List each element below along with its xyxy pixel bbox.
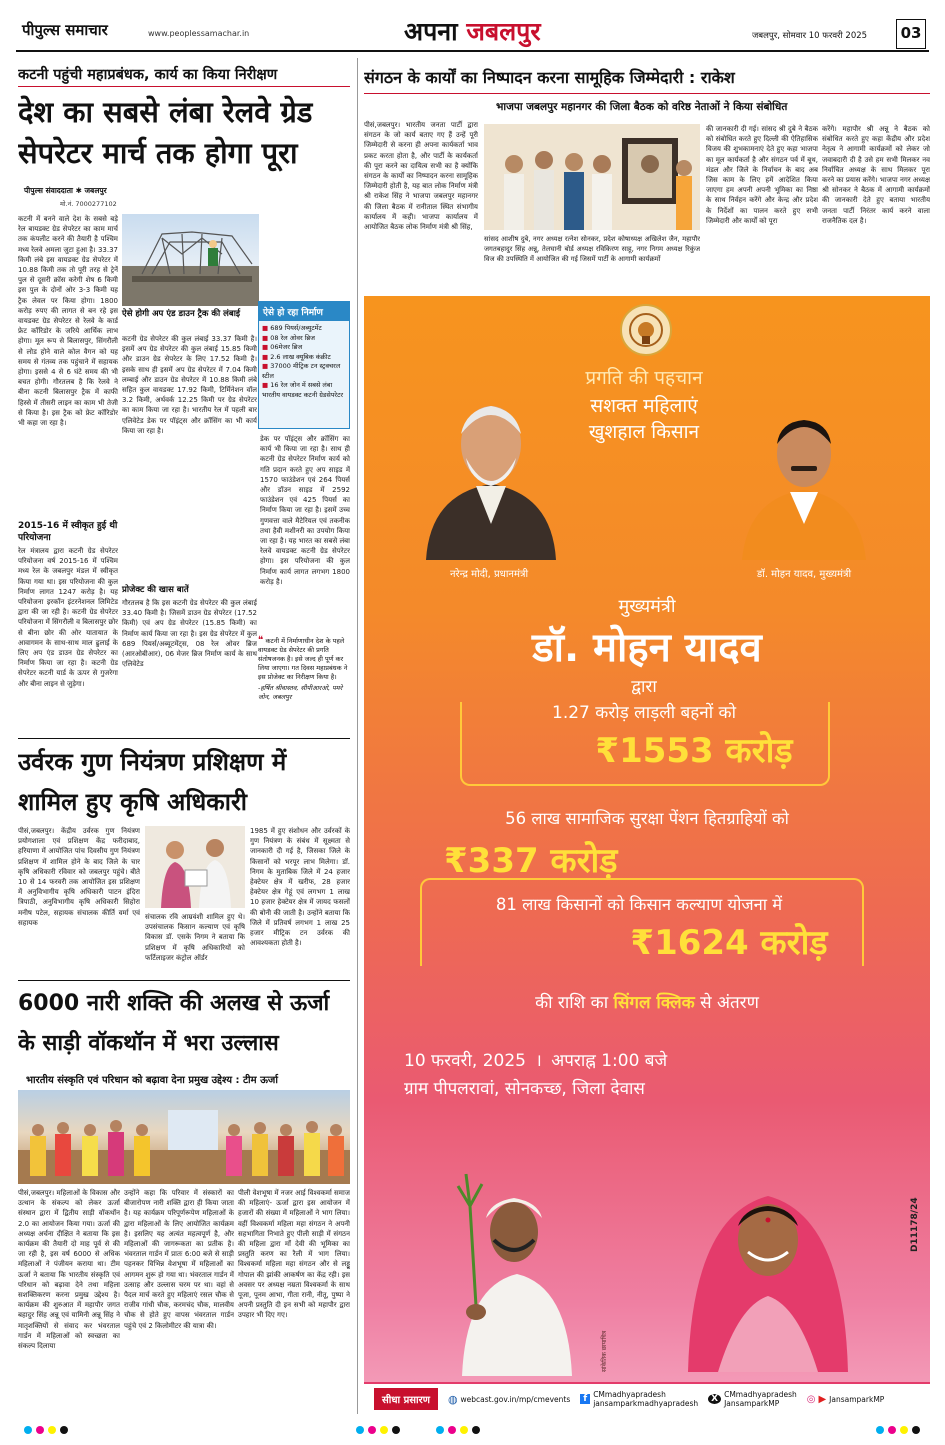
story3-headline: 6000 नारी शक्ति की अलख से ऊर्जा के साड़ी वॉकथॉन में भरा उल्लास [18, 991, 330, 1056]
story1-col1b: रेल मंत्रालय द्वारा कटनी ग्रेड सेपरेटर परियोजना वर्ष 2015-16 में पश्चिम मध्य रेल के जबलपुर मंडल में स्वीकृत किया गया था। इस परियोजना की कुल निर्माण लागत 1247 करोड़ है। यह परियोजना इरकॉन इंटरनेशनल लिमिटेड द्वारा की जा रही है। कटनी ग्रेड सेपरेटर परियोजना में सिंगरौली व बिलासपुर छोर से बीना छोर की ओर यातायात के आवागमन के साथ-साथ माल ढुलाई के लिए अप एंड डाउन ग्रेड सेपरेटर का निर्माण किया जा रहा है। कटनी ग्रेड सेपरेटर कटनी यार्ड के ऊपर से गुजरेगा और बीना लाइन से जुड़ेगा। [18, 547, 118, 688]
cm-title: मुख्यमंत्री [618, 596, 676, 617]
construction-box [258, 301, 350, 429]
quote-icon: ❝ [258, 635, 264, 646]
ad-footer [364, 1382, 930, 1414]
transfer-line [404, 990, 890, 1013]
event-date: 10 फरवरी, 2025 [404, 1051, 526, 1071]
box-item: ■ 2.6 लाख क्यूबिक कंक्रीट [262, 352, 331, 361]
box-item: ■ 06मेजर ब्रिज [262, 343, 303, 351]
story2-col2: संचालक रवि आम्रवंशी शामिल हुए थे। उपसंचालक किसान कल्याण एवं कृषि विकास डॉ. एसके निगम ने बताया कि प्रशिक्षण में कृषि अधिकारियों को फर्टिलाइजर कंट्रोल ऑर्डर [145, 913, 245, 962]
registration-marks [0, 1420, 945, 1440]
bjp-meeting-photo [484, 124, 700, 230]
event-time: अपराह्न 1:00 बजे [551, 1051, 668, 1071]
dateline: जबलपुर, सोमवार 10 फरवरी 2025 [752, 31, 868, 41]
amount-3: ₹1624 करोड़ [630, 923, 828, 963]
webcast-url[interactable]: webcast.gov.in/mp/cmevents [460, 1394, 571, 1404]
box-item: ■ 16 रेल जोन में सबसे लंबा भारतीय वायडक्ट कटनी ग्रेडसेपरेटर [262, 381, 344, 399]
story1-kicker: कटनी पहुंची महाप्रबंधक, कार्य का किया निरीक्षण [18, 67, 278, 83]
amount-1: ₹1553 करोड़ [595, 731, 793, 771]
box-item: ■ 08 रेल ओवर ब्रिज [262, 333, 315, 342]
story1-col2b: गौरतलब है कि इस कटनी ग्रेड सेपरेटर की कुल लंबाई 33.40 किमी है। जिसमें डाउन ग्रेड सेपरेटर (17.52 किमी) एवं अप ग्रेड सेपरेटर (15.85 किमी) का निर्माण कार्य किया जा रहा है। इस ग्रेड सेपरेटर में कुल 689 पियर्स/अब्यूटमेंट्स, 08 रेल ओवर ब्रिज (आरओबीआर), 06 मेजर ब्रिज निर्माण कार्य के साथ एलिवेटेड [122, 599, 257, 669]
box-item: ■ 37000 मीट्रिक टन स्ट्रक्चरल स्टील [262, 362, 341, 380]
section-title-b: जबलपुर [466, 17, 541, 46]
section-title-a: अपना [404, 17, 458, 46]
story1-byline [24, 186, 107, 196]
story3-col1: पीसं,जबलपुर। महिलाओं के विकास और उत्थान के संकल्प को लेकर ऊर्जा संस्थान द्वारा में द्वितीय साड़ी वॉकथॉन 2.0 का आयोजन किया गया। ऊर्जा की अध्यक्ष अर्चना दीक्षित ने बताया कि इस कार्यक्रम की तैयारी दो माह पूर्व से की जा रही है, इस वर्ष 6000 से अधिक महिलाओं ने पंजीयन कराया था। टीम ऊर्जा ने बताया कि भारतीय संस्कृति एवं परिधान को बढ़ावा देने तथा महिला सशक्तिकरण करना प्रमुख उद्देश्य है। कार्यक्रम की शुरुआत में महापौर जगत बहादुर सिंह अन्नू एवं यामिनी अन्नू सिंह ने मातृशक्तियों से संवाद कर भंवरताल गार्डन में महिलाओं को स्वच्छता का संकल्प दिलाया [18, 1189, 120, 1351]
facebook-handle-2[interactable]: jansamparkmadhyapradesh [593, 1399, 699, 1408]
ad-tagline-3: खुशहाल किसान [588, 421, 700, 443]
x-links[interactable] [708, 1390, 797, 1408]
ad-tagline-2: सशक्त महिलाएं [590, 395, 698, 417]
divider-2 [18, 980, 350, 981]
page-number: 03 [896, 19, 926, 49]
transfer-b: से अंतरण [700, 993, 759, 1013]
story2-col1: पीसं,जबलपुर। केंद्रीय उर्वरक गुण नियंत्रण प्रयोगशाला एवं प्रशिक्षण केंद्र फरीदाबाद, हरियाणा में आयोजित पांच दिवसीय गुण नियंत्रण प्रशिक्षण में शामिल होने के बाद जिले के चार कृषि अधिकारी रविवार को जबलपुर पहुंचे। बीते 10 से 14 फरवरी तक आयोजित इस प्रशिक्षण में अनुविभागीय कृषि अधिकारी पाटन इंदिरा त्रिपाठी, अनुविभागीय कृषि अधिकारी सिहोरा मनीष पटेल, सहायक संचालक कीर्ति वर्मा एवं सहायक [18, 827, 140, 927]
youtube-icon: ▶ [818, 1393, 827, 1405]
x-handle-2[interactable]: JansamparkMP [724, 1399, 780, 1408]
ad-by: द्वारा [631, 677, 657, 697]
amount-2: ₹337 करोड़ [444, 841, 618, 881]
bjp-headline-rule [364, 93, 930, 94]
story1-col3: डेक पर पॉइंट्स और क्रॉसिंग का कार्य भी किया जा रहा है। साथ ही कटनी ग्रेड सेपरेटर निर्माण कार्य को गति प्रदान करते हुए अप साइड में 1570 फाउंडेशन एवं 264 पियर्स और डॉउन साइड में 2592 फाउंडेशन एवं 425 पियर्स का निर्माण किया जा रहा है। इसमें उच्च गुणवत्ता वाले मैटेरियल एवं तकनीक तथा हैवी मशीनरी का उपयोग किया जा रहा है। यह भारत का सबसे लंबा रेलवे वायडक्ट कटनी ग्रेड सेपरेटर होगा। इस परियोजना की कुल निर्माण कार्य लागत लगभग 1800 करोड़ है। [260, 435, 350, 586]
story1-col1: कटनी में बनने वाले देश के सबसे बड़े रेल बायडक्ट ग्रेड सेपरेटर का काम मार्च तक कंपलीट करने की तैयारी है पश्चिम मध्य रेलवे अमला जुटा हुआ है। 33.37 किमी लंबे इस वायडक्ट ग्रेड सेपरेटर में 10.88 किमी तक तो पूरी तरह से ट्रेनें पुल से दूसरी क्रॉस करेगी शेष 6 किमी इस पुल के दोनों ओर 3-3 किमी यह ट्रैक लेवल पर किया होगा। 1800 करोड़ रुपए की लागत से बन रहे इस वायडक्ट ग्रेड सेपरेटर से रेलवे के कार्ड फ्रेट कॉरिडोर के जरिये आर्थिक लाभ होगा। मूल रूप से बिलासपुर, सिंगरौली से लोड होने वाले कोल वैगन को यह समय से गंतव्य तक पहुंचाने में सहायक होगा। इससे 4 से 6 घंटे समय की भी बचत होगी। गौरतलब है कि रेलवे ने बीना कटनी बिलासपुर ट्रैक में काफी हिस्से में तीसरी लाइन का काम भी तेजी से किया है। इस ट्रैक को फ्रेट कॉरिडोर भी कहा जा रहा है। [18, 215, 118, 428]
railway-photo [122, 214, 259, 306]
story1-col2-subhead: प्रोजेक्ट की खास बातें [122, 585, 189, 595]
story1-mobile: मो.नं. 7000277102 [60, 200, 117, 208]
social-handle[interactable]: JansamparkMP [829, 1394, 885, 1404]
pm-caption: नरेन्द्र मोदी, प्रधानमंत्री [449, 569, 529, 580]
x-handle-1[interactable]: CMmadhyapradesh [724, 1390, 797, 1399]
quote-attribution: -हर्षित श्रीवास्तव, सीपीआरओ, पमरे जोन, जबलपुर [258, 684, 343, 701]
bjp-col4: करेंगे। महापौर श्री अन्नू ने बैठक को संबोधित करते हुए कहा केंद्रीय और प्रदेश नेतृत्व ने आगामी कार्यक्रमों को लेकर जो जवाबदारी दी है उसे हम सभी मिलकर नव निर्वाचित अध्यक्ष के साथ मिलकर पूरा करने का प्रयास करेंगे। भाजपा नगर अध्यक्ष श्री सोनकर ने बैठक में आगामी कार्यक्रमों की जानकारी देते हुए बताया भारतीय जनता पार्टी निरंतर कार्य करने वाला राजनैतिक दल है। [822, 125, 930, 225]
event-datetime [384, 1048, 784, 1071]
masthead-logo: पीपुल्स समाचार [22, 21, 108, 39]
story2-col3: 1985 में हुए संशोधन और उर्वरकों के गुण नियंत्रण के संबंध में सूक्ष्मता से जानकारी दी गई है, जिसका जिले के किसानों को भरपूर लाभ मिलेगा। डॉ. निगम के मुताबिक जिले में 24 हजार हेक्टेयर क्षेत्र में खरीफ, 28 हजार हेक्टेयर क्षेत्र गेहूं एवं लगभग 1 लाख 10 हजार हेक्टेयर क्षेत्र में जायद फसलों की बोनी की जाती है। उन्होंने बताया कि जिले में प्रतिवर्ष लगभग 1 लाख 25 हजार मीट्रिक टन उर्वरक की आवश्यकता होती है। [250, 827, 350, 948]
box-item: ■ 689 पियर्स/अब्युटमेंट [262, 324, 322, 332]
ad-code: D11178/24 [910, 1197, 920, 1252]
ad-tagline-1: प्रगति की पहचान [585, 367, 703, 389]
social-links[interactable] [807, 1394, 885, 1405]
story3-col2: उन्होंने कहा कि परिवार में संस्कारों का बीजारोपण नारी शक्ति द्वारा ही किया जाता है। यह कार्यक्रम परिपूर्णरूपेण महिलाओं के द्वारा महिलाओं के लिए आयोजित कार्यक्रम है। इसलिए यह अत्यंत महत्वपूर्ण है, और महिलाओं की जागरूकता का प्रतीक है। भंवरताल गार्डन में प्रातः 6:00 बजे से साड़ी पहनकर विभिन्न वेशभूषा में महिलाओं का आगमन शुरू हो गया था। भंवरताल गार्डन में उत्साह और उल्लास चरम पर था। वहां से पैदल मार्च करते हुए महिलाएं रसल चौक से राजीव गांधी चौक, करमचंद चौक, मालवीय चौक से होते हुए वापस भंवरताल गार्डन पहुंचे एवं 2 किलोमीटर की यात्रा की। [124, 1189, 234, 1330]
instagram-icon: ◎ [806, 1393, 816, 1405]
story3-deck: भारतीय संस्कृति एवं परिधान को बढ़ावा देना प्रमुख उद्देश्य : टीम ऊर्जा [26, 1075, 278, 1086]
cm-name: डॉ. मोहन यादव [532, 625, 762, 671]
story1-headline: देश का सबसे लंबा रेलवे ग्रेड सेपरेटर मार्च तक होगा पूरा [18, 95, 313, 170]
mp-emblem-icon [620, 304, 672, 356]
government-advert [364, 296, 930, 1414]
event-venue: ग्राम पीपलरावां, सोनकच्छ, जिला देवास [404, 1079, 645, 1099]
story1-col2: कटनी ग्रेड सेपरेटर की कुल लंबाई 33.37 किमी है। इसमें अप ग्रेड सेपरेटर की कुल लंबाई 15.85 किमी और डाउन ग्रेड सेपरेटर के लिए 17.52 किमी है। इसके साथ ही इसमें अप ग्रेड सेपरेटर में 7.04 किमी लम्बाई और डाउन ग्रेड सेपरेटर में 10.88 किमी लंबे सहित कुल वायडक्ट 17.92 किमी, टिर्मिनेशन वॉल 3.2 किमी, अर्थवर्क 12.25 किमी पर ग्रेड सेपरेटर का काम किया जा रहा है। भारतीय रेल में पहली बार एलिवेटेड डेक पर पॉइंट्स और क्रॉसिंग का भी कार्य किया जा रहा है। [122, 335, 257, 435]
walkathon-photo [18, 1090, 350, 1184]
cm-caption: डॉ. मोहन यादव, मुख्यमंत्री [756, 569, 852, 580]
construction-box-list [259, 321, 349, 403]
benefit-line-2: 56 लाख सामाजिक सुरक्षा पेंशन हितग्राहियों को [505, 809, 789, 828]
divider-1 [18, 738, 350, 739]
bjp-deck: भाजपा जबलपुर महानगर की जिला बैठक को वरिष्ठ नेताओं ने किया संबोधित [496, 101, 788, 113]
symbolic-photo-note: सांकेतिक छायाचित्र [601, 1330, 608, 1372]
bjp-col3: की जानकारी दी गई। सांसद श्री दुबे ने बैठक को संबोधित करते हुए दिल्ली की ऐतिहासिक विजय की शुभकामनाएं देते हुए कहा भाजपा का मूल कार्यकर्ता है और संगठन पर्व में बूथ, मंडल और जिले के निर्वाचन के बाद अब जिस काम के लिए हमें आदेशित किया जाएगा हम अपनी अपनी भूमिका का निष्ठा के साथ निर्वहन करेंगे और केन्द्र और प्रदेश के निर्देशों का पालन करते हुए सभी जिम्मेदारी और कार्यों को पूरा [706, 125, 818, 225]
event-sep: । [535, 1051, 542, 1071]
transfer-highlight: सिंगल क्लिक [613, 993, 695, 1013]
globe-icon: ◍ [447, 1392, 458, 1406]
farmer-figure [442, 1166, 592, 1376]
byline-name: पीपुल्स संवाददाता [24, 186, 73, 195]
quote-text: कटनी में निर्माणाधीन देश के पहले वायडक्ट ग्रेड सेपरेटर की प्रगति संतोषजनक है। इसे जल्द ही पूर्ण कर लिया जाएगा। गत दिवस महाप्रबंधक ने इस प्रोजेक्ट का निरीक्षण किया है। [258, 637, 348, 681]
story1-col1-subhead: 2015-16 में स्वीकृत हुई थी परियोजना [18, 521, 118, 543]
facebook-icon: f [580, 1394, 590, 1404]
byline-place: जबलपुर [84, 186, 107, 195]
story2-headline: उर्वरक गुण नियंत्रण प्रशिक्षण में शामिल हुए कृषि अधिकारी [18, 748, 287, 816]
benefit-line-3: 81 लाख किसानों को किसान कल्याण योजना में [495, 895, 783, 914]
transfer-a: की राशि का [535, 993, 609, 1013]
masthead-url[interactable]: www.peoplessamachar.in [148, 29, 250, 38]
cm-portrait [734, 392, 874, 560]
facebook-handle-1[interactable]: CMmadhyapradesh [593, 1390, 666, 1399]
x-icon: X [708, 1394, 721, 1404]
woman-figure [668, 1156, 868, 1372]
bjp-headline: संगठन के कार्यों का निष्पादन करना सामूहिक जिम्मेदारी : राकेश [364, 68, 735, 87]
photo-caption: ऐसे होगी अप एंड डाउन ट्रैक की लंबाई [122, 309, 241, 319]
construction-box-title: ऐसे हो रहा निर्माण [259, 302, 349, 321]
byline-sep: ✱ [75, 186, 82, 195]
webcast-link[interactable] [448, 1393, 570, 1406]
bjp-col1: पीसं,जबलपुर। भारतीय जनता पार्टी द्वारा संगठन के जो कार्य बताए गए हैं उन्हें पूरी जिम्मेदारी से करना ही अपना कार्यकर्ता भाव प्रकट करता होता है, और पार्टी के कार्यकर्ता की पूरा करने का दायित्व सभी का है क्योंकि संगठन के कार्यों का निष्पादन करना सामूहिक जिम्मेदारी होती है, यह बात लोक निर्माण मंत्री श्री राकेश सिंह ने भाजपा जबलपुर महानगर की जिला बैठक में रानीताल स्थित संभागीय कार्यालय में कही। भाजपा कार्यालय में आयोजित बैठक लोक निर्माण मंत्री श्री सिंह, [364, 121, 478, 232]
story3-col3: पीली वेशभूषा में नजर आई विश्वकर्मा समाज की महिलाएं- ऊर्जा द्वारा इस आयोजन में हजारों की संख्या में महिलाओं ने भाग लिया। वहीं विश्वकर्मा महिला महा संगठन ने अपनी सहभागिता निभाते हुए पीली साड़ी में संगठन की महिला द्वारा माँ देवी की भूमिका का प्रस्तुति करण का रैली में भाग लिया। विश्वकर्मा महिला महा संगठन और से लड्डू गोपाल की झांकी आकर्षण का केंद्र रही। इस अवसर पर अध्यक्ष नम्रता विश्वकर्मा के साथ पूजा, पूनम आभा, गीता रानी, नीतू, पुष्पा ने अपनी प्रस्तुति दी इन सभी को महापौर द्वारा उपहार भी दिए गए। [238, 1189, 350, 1320]
column-divider [357, 58, 358, 1414]
pm-portrait [416, 374, 566, 560]
story1-kicker-rule [18, 86, 350, 87]
quote-box [258, 636, 350, 732]
masthead-divider [16, 50, 929, 52]
facebook-links[interactable] [580, 1390, 698, 1408]
benefit-line-1: 1.27 करोड़ लाड़ली बहनों को [552, 703, 736, 723]
bjp-caption: सांसद आशीष दुबे, नगर अध्यक्ष रत्नेश सोनकर, प्रदेश कोषाध्यक्ष अखिलेश जैन, महापौर जगतबहादुर सिंह अन्नू, तेलघानी बोर्ड अध्यक्ष रविकिरण साहू, नगर निगम अध्यक्ष रिकुंज विज की उपस्थिति में आयोजित की गई जिसमें पार्टी के आगामी कार्यक्रमों [484, 235, 700, 264]
section-title [404, 14, 541, 48]
masthead [0, 0, 945, 52]
award-photo [145, 826, 245, 908]
live-brand: सीधा प्रसारण [374, 1388, 438, 1410]
